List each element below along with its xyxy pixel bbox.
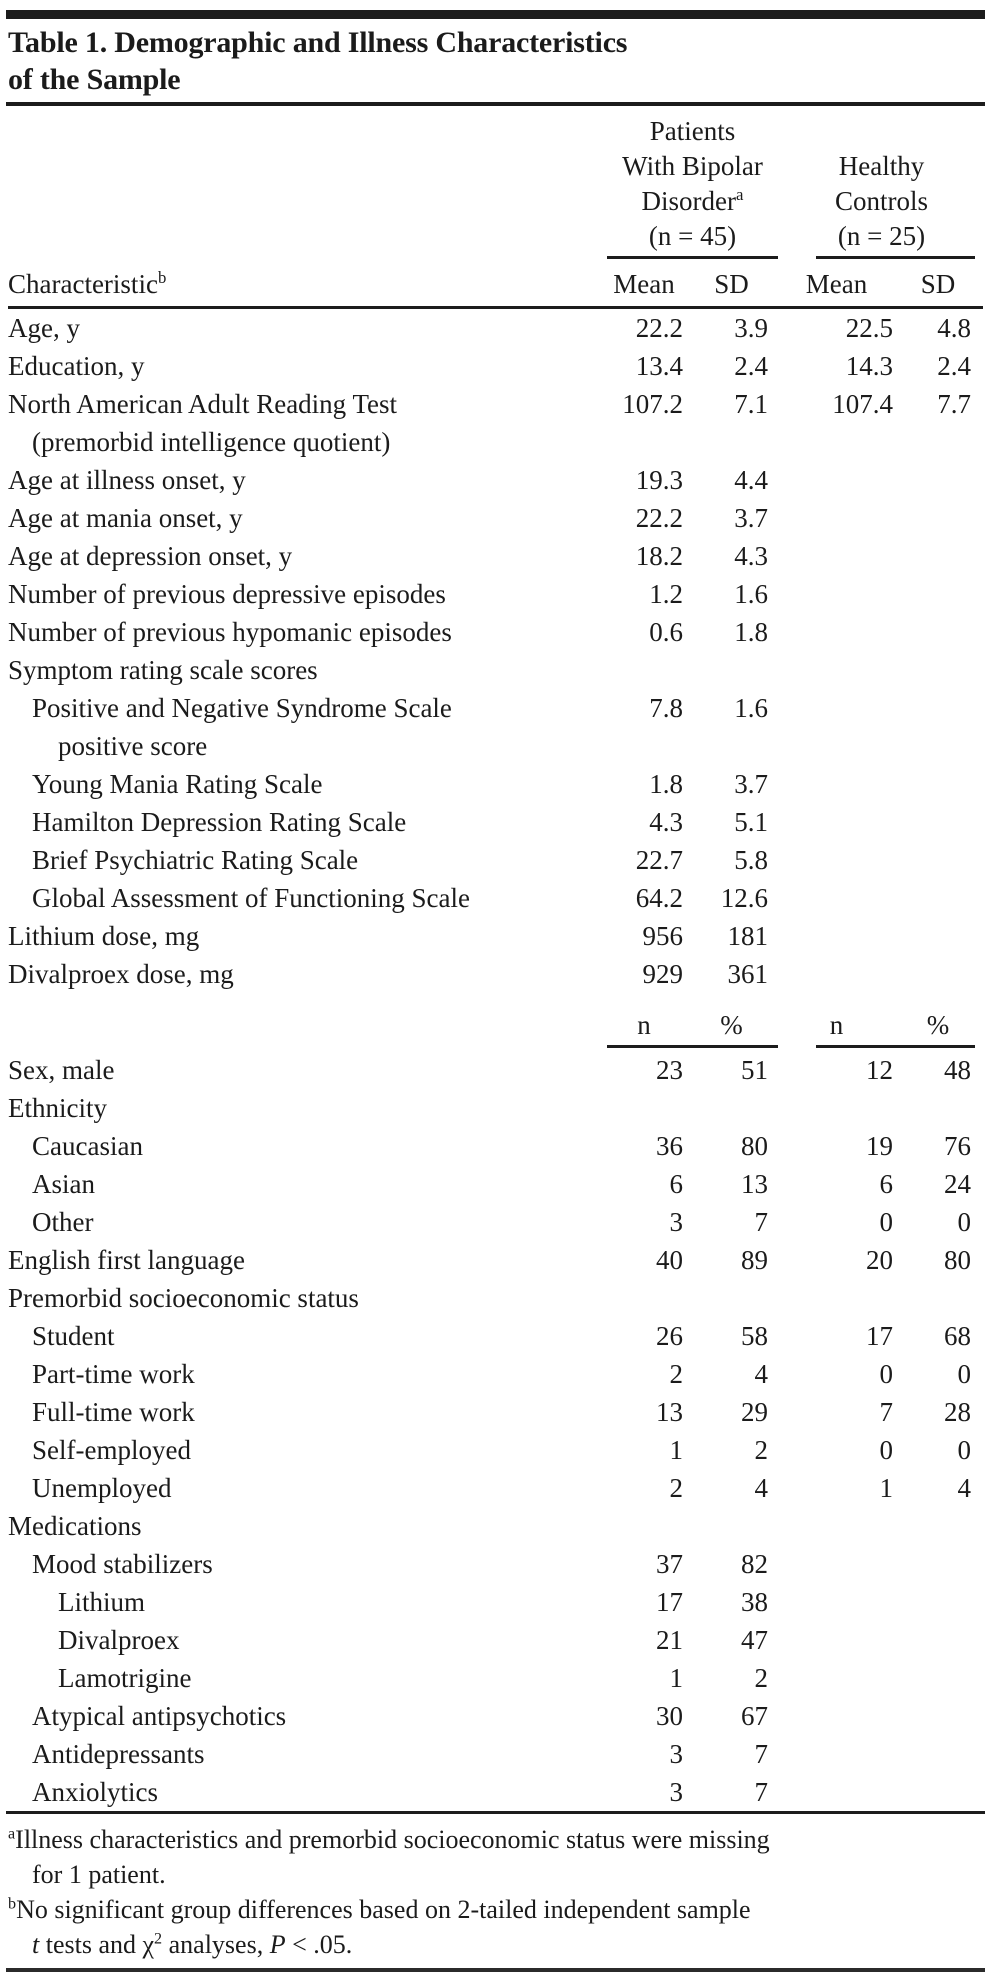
row-value: 956 xyxy=(642,921,683,951)
table-row xyxy=(8,955,983,993)
controls-spanner-rule xyxy=(816,256,975,259)
row-value: 2 xyxy=(754,1435,768,1465)
row-value: 51 xyxy=(741,1055,768,1085)
row-label: Medications xyxy=(8,1511,142,1541)
row-value: 23 xyxy=(656,1055,683,1085)
row-value xyxy=(780,1507,905,1545)
row-value xyxy=(695,727,780,765)
table-row xyxy=(8,1355,983,1393)
footnote-rule xyxy=(6,1811,985,1814)
row-value: 24 xyxy=(944,1169,972,1199)
bipolar-spanner-rule xyxy=(607,256,778,259)
row-value: 20 xyxy=(866,1245,893,1275)
row-value xyxy=(695,1279,780,1317)
row-value: 1.8 xyxy=(649,769,683,799)
table-row xyxy=(8,1659,983,1697)
row-value: 47 xyxy=(741,1625,768,1655)
row-value xyxy=(780,841,905,879)
row-value xyxy=(905,803,983,841)
row-value xyxy=(905,1583,983,1621)
group-header-blank xyxy=(8,106,605,254)
row-value xyxy=(605,1507,695,1545)
row-value: 3 xyxy=(669,1207,683,1237)
row-value: 0 xyxy=(879,1435,893,1465)
row-label: Atypical antipsychotics xyxy=(32,1701,287,1731)
row-value: 1.8 xyxy=(734,617,768,647)
row-value xyxy=(905,461,983,499)
row-value: 82 xyxy=(741,1549,768,1579)
row-value: 22.7 xyxy=(635,845,683,875)
table-row xyxy=(8,1507,983,1545)
row-value xyxy=(695,651,780,689)
table-row xyxy=(8,1469,983,1507)
controls-mean-header: Mean xyxy=(780,262,905,308)
row-value: 4 xyxy=(957,1473,972,1503)
table-bottom-rule xyxy=(6,1968,985,1972)
row-value: 19 xyxy=(866,1131,893,1161)
row-value: 1 xyxy=(669,1435,683,1465)
table-row xyxy=(8,1431,983,1469)
table-row xyxy=(8,385,983,423)
row-value xyxy=(695,423,780,461)
row-value xyxy=(605,1279,695,1317)
row-value xyxy=(780,727,905,765)
controls-n-header: n xyxy=(829,1010,844,1040)
footnote-a-line2: for 1 patient. xyxy=(32,1860,166,1889)
row-label: Part-time work xyxy=(32,1359,195,1389)
row-value: 40 xyxy=(656,1245,683,1275)
row-value: 107.2 xyxy=(622,389,683,419)
row-value: 1.2 xyxy=(649,579,683,609)
row-label: Premorbid socioeconomic status xyxy=(8,1283,359,1313)
row-value xyxy=(780,765,905,803)
stat-header-row xyxy=(8,262,983,308)
row-value xyxy=(905,423,983,461)
row-value: 13 xyxy=(656,1397,683,1427)
row-label: Antidepressants xyxy=(32,1739,205,1769)
table-row xyxy=(8,575,983,613)
row-label: Caucasian xyxy=(32,1131,143,1161)
row-value: 12 xyxy=(866,1055,893,1085)
row-value xyxy=(905,1089,983,1127)
row-value: 21 xyxy=(656,1625,683,1655)
controls-sd-header: SD xyxy=(905,262,983,308)
group-controls-n: (n = 25) xyxy=(837,221,926,251)
table-row xyxy=(8,1165,983,1203)
row-label: Age at illness onset, y xyxy=(8,465,246,495)
column-group-bipolar xyxy=(605,106,780,254)
row-label: Ethnicity xyxy=(8,1093,107,1123)
row-value: 181 xyxy=(727,921,768,951)
row-value: 29 xyxy=(741,1397,768,1427)
n-pct-section xyxy=(8,1051,983,1811)
row-value xyxy=(780,917,905,955)
row-value xyxy=(605,1089,695,1127)
row-value xyxy=(905,917,983,955)
row-value: 68 xyxy=(944,1321,972,1351)
row-label: Age at mania onset, y xyxy=(8,503,243,533)
row-value xyxy=(905,727,983,765)
count-header-row xyxy=(8,1007,983,1043)
row-label: Brief Psychiatric Rating Scale xyxy=(32,845,359,875)
table-row xyxy=(8,423,983,461)
row-value: 80 xyxy=(944,1245,972,1275)
table-row xyxy=(8,1735,983,1773)
row-value xyxy=(780,879,905,917)
row-value: 2 xyxy=(754,1663,768,1693)
row-value: 4.4 xyxy=(734,465,768,495)
row-value: 22.5 xyxy=(845,313,893,343)
row-label: Student xyxy=(32,1321,115,1351)
row-value: 3.9 xyxy=(734,313,768,343)
row-value: 17 xyxy=(656,1587,683,1617)
row-value xyxy=(780,651,905,689)
table-row xyxy=(8,1583,983,1621)
footnote-b xyxy=(8,1892,983,1962)
row-label: Self-employed xyxy=(32,1435,191,1465)
characteristic-header: Characteristic$^b$ xyxy=(8,262,605,308)
row-value: 6 xyxy=(879,1169,893,1199)
table-row xyxy=(8,537,983,575)
bipolar-n-header: n xyxy=(637,1010,651,1040)
row-value: 0 xyxy=(957,1359,972,1389)
row-label: Age at depression onset, y xyxy=(8,541,293,571)
row-value xyxy=(780,1089,905,1127)
row-value xyxy=(905,1621,983,1659)
row-value: 1 xyxy=(879,1473,893,1503)
row-label: Mood stabilizers xyxy=(32,1549,213,1579)
controls-pct-header: % xyxy=(926,1010,950,1040)
footnote-b-line1: $^b$No significant group differences based on 2-tailed independent sample xyxy=(8,1895,751,1924)
row-label: Number of previous depressive episodes xyxy=(8,579,446,609)
row-value xyxy=(780,1659,905,1697)
group-controls-line1: Healthy xyxy=(838,151,925,181)
group-header-row xyxy=(8,106,983,254)
row-value xyxy=(905,651,983,689)
row-value: 1 xyxy=(669,1663,683,1693)
table-row xyxy=(8,1279,983,1317)
row-value: 0 xyxy=(879,1359,893,1389)
row-value: 0.6 xyxy=(649,617,683,647)
table-row xyxy=(8,879,983,917)
table-row xyxy=(8,613,983,651)
row-value xyxy=(905,1279,983,1317)
row-value: 0 xyxy=(879,1207,893,1237)
row-value: 13.4 xyxy=(635,351,683,381)
table-row xyxy=(8,1127,983,1165)
row-value: 4.3 xyxy=(649,807,683,837)
row-label: Divalproex xyxy=(58,1625,180,1655)
bipolar-pct-header: % xyxy=(720,1010,743,1040)
mean-sd-section xyxy=(8,308,983,994)
table-row xyxy=(8,1051,983,1089)
footnote-b-marker: b xyxy=(8,1895,17,1913)
footnote-a xyxy=(8,1822,983,1892)
row-value xyxy=(905,955,983,993)
row-value xyxy=(905,1697,983,1735)
row-value: 4.3 xyxy=(734,541,768,571)
group-bipolar-line1: Patients xyxy=(649,116,736,146)
row-value: 4.8 xyxy=(937,313,972,343)
row-label: Number of previous hypomanic episodes xyxy=(8,617,452,647)
row-value xyxy=(780,1697,905,1735)
row-value xyxy=(695,1507,780,1545)
row-value xyxy=(905,765,983,803)
row-value xyxy=(780,423,905,461)
row-value xyxy=(780,1583,905,1621)
table-row xyxy=(8,1545,983,1583)
row-value: 3 xyxy=(669,1777,683,1807)
row-label: Anxiolytics xyxy=(32,1777,158,1807)
row-label: Unemployed xyxy=(32,1473,172,1503)
table-row xyxy=(8,1393,983,1431)
table-row xyxy=(8,1697,983,1735)
row-value: 7.1 xyxy=(734,389,768,419)
row-value xyxy=(905,1659,983,1697)
table-row xyxy=(8,1317,983,1355)
row-label: Divalproex dose, mg xyxy=(8,959,234,989)
row-value: 5.8 xyxy=(734,845,768,875)
footnote-b-line2: t tests and $\chi^2$ analyses, P < .05. xyxy=(32,1930,353,1959)
row-value: 1.6 xyxy=(734,579,768,609)
row-value xyxy=(780,689,905,727)
table-row xyxy=(8,1203,983,1241)
row-value: 3.7 xyxy=(734,769,768,799)
row-value xyxy=(780,499,905,537)
table-row xyxy=(8,1241,983,1279)
table-row xyxy=(8,803,983,841)
row-value: 37 xyxy=(656,1549,683,1579)
row-value: 4 xyxy=(754,1473,768,1503)
row-value xyxy=(905,1735,983,1773)
row-label: Positive and Negative Syndrome Scale xyxy=(32,693,452,723)
row-value: 2 xyxy=(669,1473,683,1503)
row-value xyxy=(905,841,983,879)
row-value: 76 xyxy=(944,1131,972,1161)
row-value: 14.3 xyxy=(845,351,893,381)
table-title-line1: Table 1. Demographic and Illness Characteristics xyxy=(8,26,628,59)
row-value xyxy=(780,1545,905,1583)
row-value xyxy=(905,879,983,917)
row-value: 48 xyxy=(944,1055,972,1085)
row-value: 17 xyxy=(866,1321,893,1351)
table-row xyxy=(8,689,983,727)
row-value xyxy=(780,461,905,499)
table-row xyxy=(8,347,983,385)
row-value: 7 xyxy=(754,1777,768,1807)
group-bipolar-line2: With Bipolar xyxy=(622,151,763,181)
row-label: English first language xyxy=(8,1245,245,1275)
table-top-bar xyxy=(6,10,985,19)
row-value xyxy=(605,651,695,689)
row-value: 58 xyxy=(741,1321,768,1351)
row-value: 7 xyxy=(754,1207,768,1237)
row-value: 28 xyxy=(944,1397,972,1427)
row-value: 7.8 xyxy=(649,693,683,723)
table-row xyxy=(8,917,983,955)
table-row xyxy=(8,308,983,348)
table-row xyxy=(8,727,983,765)
table-row xyxy=(8,461,983,499)
row-label: Hamilton Depression Rating Scale xyxy=(32,807,407,837)
group-controls-line2: Controls xyxy=(835,186,929,216)
row-value: 3 xyxy=(669,1739,683,1769)
row-value xyxy=(780,955,905,993)
row-value xyxy=(605,423,695,461)
row-value: 30 xyxy=(656,1701,683,1731)
row-value: 38 xyxy=(741,1587,768,1617)
row-label: Asian xyxy=(32,1169,95,1199)
table-row xyxy=(8,841,983,879)
group-bipolar-line3: Disorder$^a$ xyxy=(641,185,744,216)
row-value xyxy=(905,1507,983,1545)
row-label: positive score xyxy=(58,731,208,761)
column-group-controls xyxy=(780,106,983,254)
row-value: 19.3 xyxy=(635,465,683,495)
row-value: 7 xyxy=(879,1397,893,1427)
row-value: 929 xyxy=(642,959,683,989)
row-value: 36 xyxy=(656,1131,683,1161)
row-label: Education, y xyxy=(8,351,145,381)
row-label: Lithium xyxy=(58,1587,145,1617)
row-value: 80 xyxy=(741,1131,768,1161)
row-value xyxy=(905,689,983,727)
row-label: Lithium dose, mg xyxy=(8,921,200,951)
table-row xyxy=(8,1621,983,1659)
table-row xyxy=(8,1773,983,1811)
row-value xyxy=(780,613,905,651)
row-value xyxy=(905,499,983,537)
row-value xyxy=(605,727,695,765)
bipolar-mean-header: Mean xyxy=(605,262,695,308)
row-value xyxy=(780,803,905,841)
row-label: Young Mania Rating Scale xyxy=(32,769,323,799)
row-value: 13 xyxy=(741,1169,768,1199)
footnotes xyxy=(8,1822,983,1962)
row-value: 361 xyxy=(727,959,768,989)
demographics-table xyxy=(8,106,983,1811)
controls-count-spanner-rule xyxy=(816,1045,975,1048)
row-value: 2.4 xyxy=(937,351,972,381)
row-label: Other xyxy=(32,1207,94,1237)
bipolar-sd-header: SD xyxy=(695,262,780,308)
table-title xyxy=(8,24,983,98)
row-label: Sex, male xyxy=(8,1055,115,1085)
row-label: Full-time work xyxy=(32,1397,195,1427)
row-value: 2 xyxy=(669,1359,683,1389)
row-value xyxy=(905,575,983,613)
table-title-line2: of the Sample xyxy=(8,63,181,96)
row-label: Symptom rating scale scores xyxy=(8,655,318,685)
row-value: 3.7 xyxy=(734,503,768,533)
row-value: 7 xyxy=(754,1739,768,1769)
row-value: 7.7 xyxy=(937,389,972,419)
row-value xyxy=(780,575,905,613)
row-value: 22.2 xyxy=(635,313,683,343)
row-value: 64.2 xyxy=(635,883,683,913)
row-value xyxy=(780,1621,905,1659)
row-value xyxy=(695,1089,780,1127)
row-value: 12.6 xyxy=(720,883,768,913)
row-value: 6 xyxy=(669,1169,683,1199)
row-label: Age, y xyxy=(8,313,80,343)
count-spanner-row xyxy=(8,1043,983,1051)
row-value xyxy=(905,1545,983,1583)
footnote-marker-a-ref: a xyxy=(736,185,744,204)
row-label: North American Adult Reading Test xyxy=(8,389,398,419)
count-subheader-section xyxy=(8,993,983,1051)
row-value xyxy=(780,1735,905,1773)
row-value: 4 xyxy=(754,1359,768,1389)
table-row xyxy=(8,499,983,537)
row-value xyxy=(905,1773,983,1811)
row-value xyxy=(905,613,983,651)
row-label: (premorbid intelligence quotient) xyxy=(32,427,391,457)
row-value xyxy=(780,537,905,575)
row-value: 22.2 xyxy=(635,503,683,533)
group-spanner-row xyxy=(8,254,983,262)
row-value: 26 xyxy=(656,1321,683,1351)
row-value: 0 xyxy=(957,1207,972,1237)
chi-square-exponent: 2 xyxy=(154,1930,163,1948)
row-value: 5.1 xyxy=(734,807,768,837)
footnote-a-line1: $^a$Illness characteristics and premorbid socioeconomic status were missing xyxy=(8,1825,770,1854)
row-value: 1.6 xyxy=(734,693,768,723)
table-row xyxy=(8,765,983,803)
row-value xyxy=(780,1773,905,1811)
table-row xyxy=(8,651,983,689)
table-row xyxy=(8,1089,983,1127)
row-value: 107.4 xyxy=(832,389,893,419)
bipolar-count-spanner-rule xyxy=(607,1045,778,1048)
footnote-a-marker: a xyxy=(8,1825,16,1843)
group-bipolar-n: (n = 45) xyxy=(648,221,737,251)
row-value: 0 xyxy=(957,1435,972,1465)
row-value xyxy=(905,537,983,575)
row-label: Global Assessment of Functioning Scale xyxy=(32,883,470,913)
row-value: 67 xyxy=(741,1701,768,1731)
section-spacer xyxy=(8,993,983,1007)
row-value xyxy=(780,1279,905,1317)
row-value: 2.4 xyxy=(734,351,768,381)
footnote-marker-b-ref: b xyxy=(157,268,167,287)
row-label: Lamotrigine xyxy=(58,1663,192,1693)
row-value: 18.2 xyxy=(635,541,683,571)
row-value: 89 xyxy=(741,1245,768,1275)
